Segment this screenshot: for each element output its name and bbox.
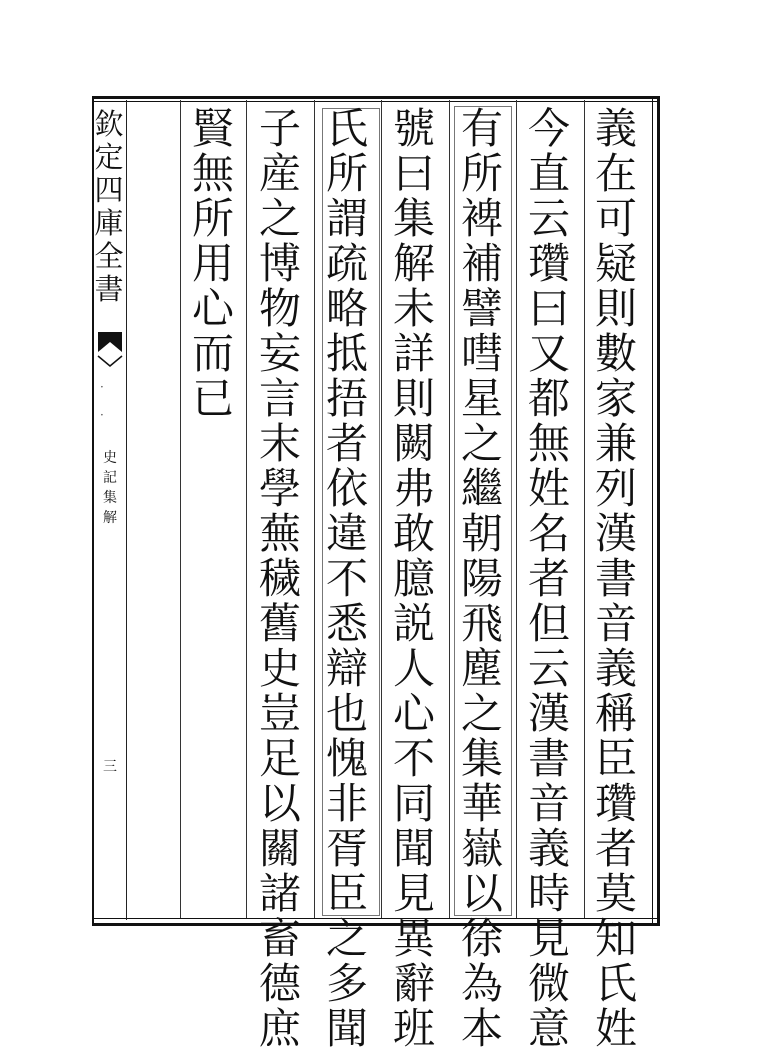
text-char: 子 bbox=[258, 104, 301, 153]
text-char: 德 bbox=[258, 959, 301, 1008]
text-char: 都 bbox=[527, 374, 570, 423]
text-char: 瓚 bbox=[527, 239, 570, 288]
text-char: 解 bbox=[392, 239, 435, 288]
text-char: 本 bbox=[460, 1004, 503, 1053]
text-char: 號 bbox=[392, 104, 435, 153]
text-char: 時 bbox=[527, 869, 570, 918]
text-char: 之 bbox=[325, 914, 368, 963]
frame-bottom-border bbox=[92, 918, 660, 926]
text-char: 微 bbox=[527, 959, 570, 1008]
text-char: 人 bbox=[392, 644, 435, 693]
margin-title-char: 四 bbox=[94, 173, 124, 207]
text-char: 以 bbox=[460, 869, 503, 918]
text-char: 陽 bbox=[460, 554, 503, 603]
text-char: 諸 bbox=[258, 869, 301, 918]
text-char: 略 bbox=[325, 284, 368, 333]
text-char: 足 bbox=[258, 734, 301, 783]
text-column-2 bbox=[525, 106, 573, 1051]
text-char: 嘒 bbox=[460, 329, 503, 378]
text-column-7 bbox=[189, 106, 237, 421]
text-char: 之 bbox=[460, 689, 503, 738]
text-char: 用 bbox=[191, 239, 234, 288]
text-char: 在 bbox=[594, 149, 637, 198]
text-char: 而 bbox=[191, 329, 234, 378]
text-char: 姓 bbox=[594, 1004, 637, 1053]
margin-book-title bbox=[94, 108, 124, 306]
text-char: 多 bbox=[325, 959, 368, 1008]
text-char: 弗 bbox=[392, 464, 435, 513]
text-char: 補 bbox=[460, 239, 503, 288]
text-char: 聞 bbox=[392, 824, 435, 873]
text-char: 悉 bbox=[325, 599, 368, 648]
text-char: 直 bbox=[527, 149, 570, 198]
text-char: 物 bbox=[258, 284, 301, 333]
text-column-6 bbox=[256, 106, 304, 1051]
text-char: 末 bbox=[258, 419, 301, 468]
text-char: 無 bbox=[527, 419, 570, 468]
text-char: 穢 bbox=[258, 554, 301, 603]
margin-title-char: 定 bbox=[94, 140, 124, 174]
text-char: 學 bbox=[258, 464, 301, 513]
text-char: 蕪 bbox=[258, 509, 301, 558]
text-char: 依 bbox=[325, 464, 368, 513]
text-char: 今 bbox=[527, 104, 570, 153]
text-char: 疑 bbox=[594, 239, 637, 288]
margin-section-char: 集 bbox=[103, 490, 117, 506]
text-char: 庶 bbox=[258, 1004, 301, 1053]
text-char: 心 bbox=[191, 284, 234, 333]
text-char: 裨 bbox=[460, 194, 503, 243]
text-char: 音 bbox=[527, 779, 570, 828]
frame-right-border bbox=[652, 96, 660, 926]
text-char: 者 bbox=[594, 824, 637, 873]
text-char: 漢 bbox=[527, 689, 570, 738]
margin-section-char: 史 bbox=[103, 450, 117, 466]
text-char: 已 bbox=[191, 374, 234, 423]
text-char: 義 bbox=[594, 104, 637, 153]
margin-title-char: 欽 bbox=[94, 107, 124, 141]
text-char: 可 bbox=[594, 194, 637, 243]
text-char: 云 bbox=[527, 194, 570, 243]
text-char: 捂 bbox=[325, 374, 368, 423]
text-char: 見 bbox=[527, 914, 570, 963]
text-char: 之 bbox=[460, 419, 503, 468]
text-char: 飛 bbox=[460, 599, 503, 648]
text-char: 之 bbox=[258, 194, 301, 243]
text-char: 史 bbox=[258, 644, 301, 693]
text-char: 敢 bbox=[392, 509, 435, 558]
text-char: 又 bbox=[527, 329, 570, 378]
text-char: 者 bbox=[527, 554, 570, 603]
margin-page-number: 三 bbox=[103, 759, 117, 775]
text-char: 説 bbox=[392, 599, 435, 648]
text-char: 謂 bbox=[325, 194, 368, 243]
margin-title-char: 全 bbox=[94, 239, 124, 273]
text-char: 云 bbox=[527, 644, 570, 693]
text-char: 但 bbox=[527, 599, 570, 648]
column-rule bbox=[246, 100, 247, 918]
margin-title-char: 書 bbox=[94, 272, 124, 306]
text-char: 為 bbox=[460, 959, 503, 1008]
text-char: 豈 bbox=[258, 689, 301, 738]
text-char: 也 bbox=[325, 689, 368, 738]
text-char: 華 bbox=[460, 779, 503, 828]
column-rule bbox=[180, 100, 181, 918]
text-char: 臣 bbox=[594, 734, 637, 783]
text-char: 稱 bbox=[594, 689, 637, 738]
text-char: 意 bbox=[527, 1004, 570, 1053]
frame-top-border bbox=[92, 96, 660, 102]
text-char: 義 bbox=[527, 824, 570, 873]
text-char: 朝 bbox=[460, 509, 503, 558]
margin-section-title bbox=[96, 448, 124, 528]
text-char: 言 bbox=[258, 374, 301, 423]
text-char: 書 bbox=[594, 554, 637, 603]
text-char: 疏 bbox=[325, 239, 368, 288]
text-char: 臣 bbox=[325, 869, 368, 918]
text-char: 徐 bbox=[460, 914, 503, 963]
column-rule bbox=[516, 100, 517, 918]
column-rule bbox=[314, 100, 315, 918]
text-char: 氏 bbox=[325, 104, 368, 153]
text-char: 同 bbox=[392, 779, 435, 828]
text-char: 聞 bbox=[325, 1004, 368, 1053]
text-char: 莫 bbox=[594, 869, 637, 918]
text-char: 産 bbox=[258, 149, 301, 198]
text-char: 非 bbox=[325, 779, 368, 828]
text-char: 漢 bbox=[594, 509, 637, 558]
text-column-5 bbox=[323, 106, 371, 1051]
text-char: 則 bbox=[594, 284, 637, 333]
text-char: 無 bbox=[191, 149, 234, 198]
text-char: 未 bbox=[392, 284, 435, 333]
text-char: 譬 bbox=[460, 284, 503, 333]
margin-ornament: · · bbox=[100, 380, 104, 422]
text-char: 博 bbox=[258, 239, 301, 288]
text-char: 數 bbox=[594, 329, 637, 378]
text-char: 關 bbox=[258, 824, 301, 873]
text-char: 者 bbox=[325, 419, 368, 468]
text-char: 所 bbox=[460, 149, 503, 198]
text-char: 繼 bbox=[460, 464, 503, 513]
text-char: 所 bbox=[191, 194, 234, 243]
text-char: 嶽 bbox=[460, 824, 503, 873]
text-char: 辯 bbox=[325, 644, 368, 693]
margin-section-char: 記 bbox=[103, 470, 117, 486]
text-char: 不 bbox=[392, 734, 435, 783]
text-char: 胥 bbox=[325, 824, 368, 873]
text-column-4 bbox=[390, 106, 438, 1051]
text-char: 集 bbox=[392, 194, 435, 243]
text-char: 列 bbox=[594, 464, 637, 513]
text-char: 班 bbox=[392, 1004, 435, 1053]
text-char: 知 bbox=[594, 914, 637, 963]
text-column-3 bbox=[458, 106, 506, 1051]
text-char: 違 bbox=[325, 509, 368, 558]
text-char: 心 bbox=[392, 689, 435, 738]
text-char: 所 bbox=[325, 149, 368, 198]
text-char: 闕 bbox=[392, 419, 435, 468]
text-char: 舊 bbox=[258, 599, 301, 648]
text-char: 音 bbox=[594, 599, 637, 648]
text-char: 有 bbox=[460, 104, 503, 153]
text-char: 異 bbox=[392, 914, 435, 963]
text-char: 家 bbox=[594, 374, 637, 423]
text-char: 不 bbox=[325, 554, 368, 603]
text-char: 瓚 bbox=[594, 779, 637, 828]
text-char: 抵 bbox=[325, 329, 368, 378]
text-char: 曰 bbox=[527, 284, 570, 333]
text-char: 書 bbox=[527, 734, 570, 783]
text-column-1 bbox=[592, 106, 640, 1051]
text-char: 名 bbox=[527, 509, 570, 558]
text-char: 集 bbox=[460, 734, 503, 783]
text-char: 臆 bbox=[392, 554, 435, 603]
text-char: 愧 bbox=[325, 734, 368, 783]
column-rule bbox=[449, 100, 450, 918]
text-char: 畜 bbox=[258, 914, 301, 963]
margin-divider bbox=[126, 100, 127, 920]
text-char: 義 bbox=[594, 644, 637, 693]
text-char: 妄 bbox=[258, 329, 301, 378]
column-rule bbox=[381, 100, 382, 918]
column-rule bbox=[584, 100, 585, 918]
text-char: 星 bbox=[460, 374, 503, 423]
text-char: 塵 bbox=[460, 644, 503, 693]
text-char: 見 bbox=[392, 869, 435, 918]
text-char: 氏 bbox=[594, 959, 637, 1008]
text-char: 以 bbox=[258, 779, 301, 828]
text-char: 賢 bbox=[191, 104, 234, 153]
text-char: 兼 bbox=[594, 419, 637, 468]
margin-section-char: 解 bbox=[103, 510, 117, 526]
margin-title-char: 庫 bbox=[94, 206, 124, 240]
text-char: 詳 bbox=[392, 329, 435, 378]
fishtail-mark-icon bbox=[96, 330, 124, 372]
text-char: 姓 bbox=[527, 464, 570, 513]
text-char: 則 bbox=[392, 374, 435, 423]
text-char: 辭 bbox=[392, 959, 435, 1008]
text-char: 曰 bbox=[392, 149, 435, 198]
